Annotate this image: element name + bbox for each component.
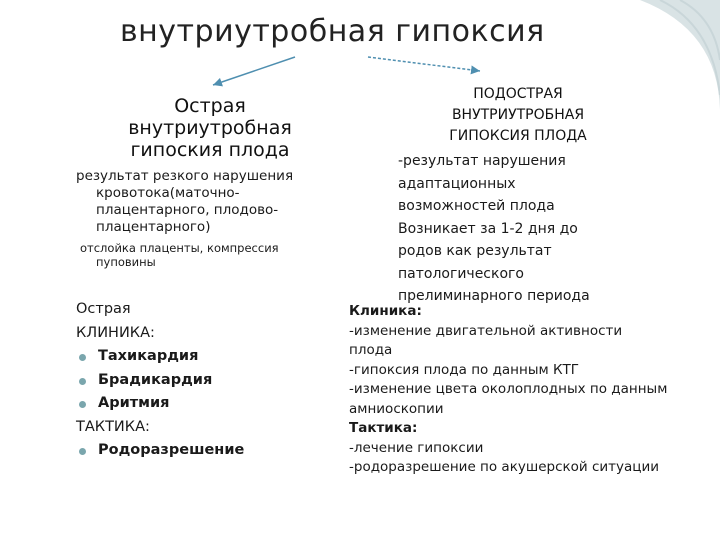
clinic-label: КЛИНИКА: [76, 324, 155, 341]
note-line: отслойка плаценты, компрессия [80, 241, 279, 255]
heading-line: гипоския плода [130, 139, 290, 161]
heading-line: Острая [174, 95, 246, 117]
tactics-line: -родоразрешение по акушерской ситуации [349, 459, 660, 475]
arrow-to-acute [213, 57, 295, 85]
bullet-item: Родоразрешение [76, 439, 336, 463]
desc-line: патологического [398, 265, 524, 282]
desc-line: результат резкого нарушения [76, 168, 294, 184]
desc-line: родов как результат [398, 243, 552, 259]
acute-description [76, 168, 341, 236]
note-line: пуповины [96, 255, 156, 269]
bullet-item: Аритмия [76, 392, 336, 416]
clinic-line: -изменение цвета околоплодных по данным [349, 381, 668, 397]
clinic-line: Острая [76, 301, 131, 317]
clinic-line: плода [349, 342, 393, 358]
acute-causes-note [80, 241, 320, 269]
desc-line: кровотока(маточно- [96, 185, 240, 201]
subacute-hypoxia-heading [418, 84, 618, 147]
clinic-label: Клиника: [349, 303, 422, 319]
tactics-line: -лечение гипоксии [349, 439, 484, 456]
tactics-label: ТАКТИКА: [76, 418, 150, 435]
bullet-item: Тахикардия [76, 345, 336, 369]
clinic-line: -гипоксия плода по данным КТГ [349, 361, 580, 378]
desc-line: возможностей плода [398, 198, 555, 214]
heading-line: внутриутробная [128, 117, 292, 139]
tactics-label: Тактика: [349, 420, 418, 436]
desc-line: -результат нарушения [398, 153, 566, 169]
acute-hypoxia-heading [110, 95, 310, 161]
heading-line: ГИПОКСИЯ ПЛОДА [449, 128, 587, 144]
corner-decoration [600, 0, 720, 110]
heading-line: ПОДОСТРАЯ [473, 86, 563, 102]
clinic-line: -изменение двигательной активности [349, 322, 623, 339]
desc-line: адаптационных [398, 175, 516, 192]
arrow-to-subacute [368, 57, 480, 71]
slide-title: внутриутробная гипоксия [120, 14, 545, 49]
desc-line: плацентарного, плодово- [96, 202, 279, 218]
desc-line: плацентарного) [96, 219, 211, 235]
acute-clinic-block [76, 298, 336, 463]
bullet-item: Брадикардия [76, 369, 336, 393]
subacute-clinic-block [349, 302, 717, 478]
desc-line: Возникает за 1-2 дня до [398, 220, 578, 237]
subacute-description [398, 150, 628, 308]
desc-line: прелиминарного периода [398, 288, 590, 304]
clinic-line: амниоскопии [349, 400, 444, 417]
heading-line: ВНУТРИУТРОБНАЯ [451, 107, 585, 123]
